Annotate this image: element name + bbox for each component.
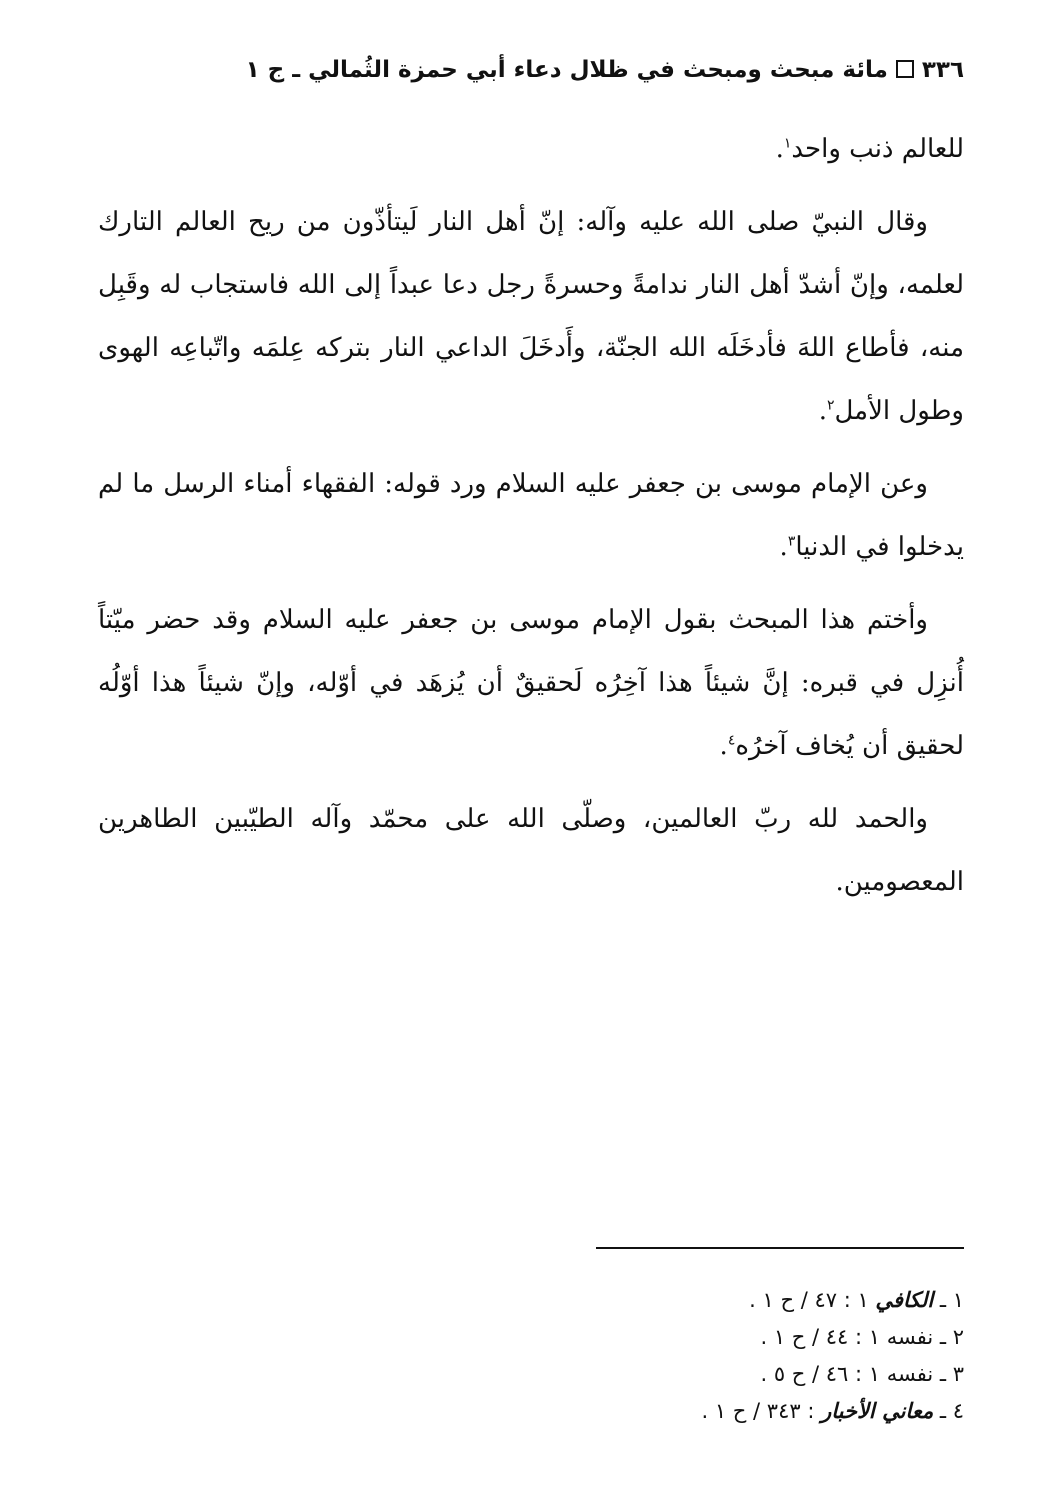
footnote-divider [596,1247,964,1249]
book-title: مائة مبحث ومبحث في ظلال دعاء أبي حمزة الثُمالي ـ ج ١ [245,57,888,83]
paragraph-3 [98,453,964,579]
paragraph-4 [98,589,964,778]
page-number: ٣٣٦ [921,57,964,83]
paragraph-1-end: . [775,134,784,164]
paragraph-1-text: للعالم ذنب واحد [791,134,964,164]
footnote-number: ٢ ـ [939,1325,964,1349]
paragraph-4-end: . [719,731,728,761]
footnote-number: ١ ـ [939,1288,964,1312]
footnotes [364,1282,964,1430]
footnote-number: ٣ ـ [939,1362,964,1386]
footnote-reference: نفسه ١ : ٤٤ / ح ١ . [760,1325,934,1349]
square-ornament-icon [896,60,914,78]
paragraph-1 [98,118,964,181]
main-text [98,118,964,924]
paragraph-2-end: . [818,396,827,426]
footnote-4 [364,1393,964,1430]
footnote-1 [364,1282,964,1319]
footnote-ref-3: ٣ [787,533,796,550]
footnote-source: معاني الأخبار [821,1399,934,1423]
footnote-number: ٤ ـ [939,1399,964,1423]
footnote-ref-1: ١ [783,135,792,152]
paragraph-2 [98,191,964,443]
footnote-3 [364,1356,964,1393]
footnote-2 [364,1319,964,1356]
footnote-reference: نفسه ١ : ٤٦ / ح ٥ . [760,1362,934,1386]
paragraph-2-text: وقال النبيّ صلى الله عليه وآله: إنّ أهل النار لَيتأذّون من ريح العالم التارك لعلمه، وإنّ أشدّ أهل النار ندامةً وحسرةً رجل دعا عبداً إلى الله فاستجاب له وقَبِل منه، فأطاع اللهَ فأدخَلَه الله الجنّة، وأَدخَلَ الداعي النار بتركه عِلمَه واتّباعِه الهوى وطول الأمل [98,207,964,426]
footnote-ref-4: ٤ [727,732,736,749]
paragraph-3-end: . [779,532,788,562]
footnote-reference: ١ : ٤٧ / ح ١ . [749,1288,869,1312]
paragraph-5 [98,788,964,914]
paragraph-4-text: وأختم هذا المبحث بقول الإمام موسى بن جعفر عليه السلام وقد حضر ميّتاً أُنزِل في قبره: إنَّ شيئاً هذا آخِرُه لَحقيقٌ أن يُزهَد في أوّله، وإنّ شيئاً هذا أوّلُه لحقيق أن يُخاف آخرُه [98,605,964,761]
footnote-source: الكافي [875,1288,934,1312]
footnote-ref-2: ٢ [826,397,835,414]
footnote-reference: : ٣٤٣ / ح ١ . [701,1399,815,1423]
paragraph-5-text: والحمد لله ربّ العالمين، وصلّى الله على محمّد وآله الطيّبين الطاهرين المعصومين. [98,804,964,897]
paragraph-3-text: وعن الإمام موسى بن جعفر عليه السلام ورد قوله: الفقهاء أمناء الرسل ما لم يدخلوا في الدنيا [98,469,964,562]
running-header [97,50,964,90]
